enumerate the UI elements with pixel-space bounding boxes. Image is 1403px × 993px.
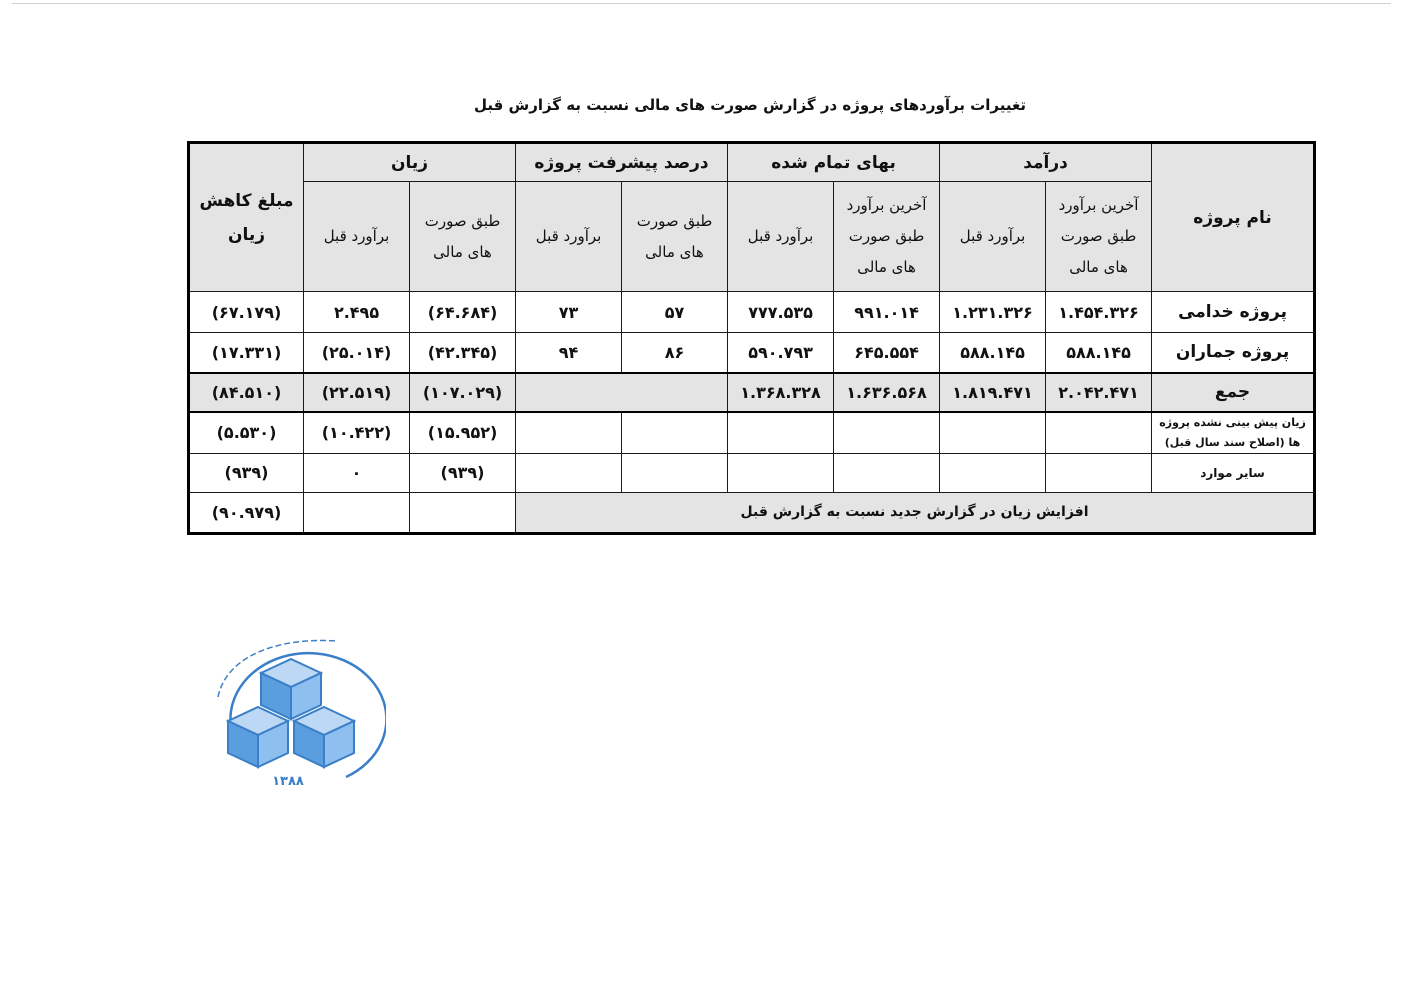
increase-label: افزایش زیان در گزارش جدید نسبت به گزارش قبل bbox=[516, 492, 1315, 533]
empty-cell bbox=[1046, 453, 1152, 492]
empty-cell bbox=[622, 453, 728, 492]
unforeseen-row bbox=[189, 412, 1315, 454]
total-revenue-latest: ۲.۰۴۲.۴۷۱ bbox=[1046, 373, 1152, 412]
unforeseen-loss-prev: (۱۰.۴۲۲) bbox=[304, 412, 410, 454]
header-loss-fs: طبق صورت های مالی bbox=[410, 182, 516, 292]
cell-cost-latest: ۹۹۱.۰۱۴ bbox=[834, 292, 940, 333]
cell-cost-prev: ۵۹۰.۷۹۳ bbox=[728, 333, 834, 373]
other-loss-prev: ۰ bbox=[304, 453, 410, 492]
header-revenue-latest: آخرین برآورد طبق صورت های مالی bbox=[1046, 182, 1152, 292]
empty-cell bbox=[940, 412, 1046, 454]
empty-cell bbox=[834, 453, 940, 492]
header-cost-latest: آخرین برآورد طبق صورت های مالی bbox=[834, 182, 940, 292]
unforeseen-label: زیان پیش بینی نشده پروژه ها (اصلاح سند سال قبل) bbox=[1152, 412, 1315, 454]
header-loss: زیان bbox=[304, 143, 516, 182]
header-loss-prev: برآورد قبل bbox=[304, 182, 410, 292]
cell-progress-fs: ۸۶ bbox=[622, 333, 728, 373]
cell-reduction: (۱۷.۳۳۱) bbox=[189, 333, 304, 373]
header-revenue-prev: برآورد قبل bbox=[940, 182, 1046, 292]
cell-revenue-prev: ۵۸۸.۱۴۵ bbox=[940, 333, 1046, 373]
empty-cell bbox=[834, 412, 940, 454]
cell-cost-latest: ۶۴۵.۵۵۴ bbox=[834, 333, 940, 373]
cube-logo-icon bbox=[228, 659, 354, 767]
empty-cell bbox=[728, 453, 834, 492]
empty-cell bbox=[728, 412, 834, 454]
total-row bbox=[189, 373, 1315, 412]
empty-cell bbox=[940, 453, 1046, 492]
total-progress-empty bbox=[516, 373, 728, 412]
cell-loss-prev: ۲.۴۹۵ bbox=[304, 292, 410, 333]
increase-reduction: (۹۰.۹۷۹) bbox=[189, 492, 304, 533]
empty-cell bbox=[410, 492, 516, 533]
header-cost-prev: برآورد قبل bbox=[728, 182, 834, 292]
company-stamp bbox=[196, 627, 386, 792]
header-project-name: نام پروژه bbox=[1152, 143, 1315, 292]
row-name: پروژه جماران bbox=[1152, 333, 1315, 373]
cell-cost-prev: ۷۷۷.۵۳۵ bbox=[728, 292, 834, 333]
header-cost: بهای تمام شده bbox=[728, 143, 940, 182]
header-progress-prev: برآورد قبل bbox=[516, 182, 622, 292]
stamp-year: ۱۳۸۸ bbox=[272, 774, 304, 789]
header-progress: درصد پیشرفت پروژه bbox=[516, 143, 728, 182]
total-label: جمع bbox=[1152, 373, 1315, 412]
total-cost-latest: ۱.۶۳۶.۵۶۸ bbox=[834, 373, 940, 412]
empty-cell bbox=[622, 412, 728, 454]
unforeseen-reduction: (۵.۵۳۰) bbox=[189, 412, 304, 454]
total-loss-fs: (۱۰۷.۰۲۹) bbox=[410, 373, 516, 412]
row-name: پروژه خدامی bbox=[1152, 292, 1315, 333]
cell-loss-fs: (۶۴.۶۸۴) bbox=[410, 292, 516, 333]
unforeseen-loss-fs: (۱۵.۹۵۲) bbox=[410, 412, 516, 454]
cell-revenue-prev: ۱.۲۳۱.۳۲۶ bbox=[940, 292, 1046, 333]
empty-cell bbox=[1046, 412, 1152, 454]
table-row bbox=[189, 292, 1315, 333]
other-loss-fs: (۹۳۹) bbox=[410, 453, 516, 492]
empty-cell bbox=[304, 492, 410, 533]
estimates-table bbox=[187, 141, 1316, 535]
empty-cell bbox=[516, 412, 622, 454]
total-loss-prev: (۲۲.۵۱۹) bbox=[304, 373, 410, 412]
cell-loss-fs: (۴۲.۳۴۵) bbox=[410, 333, 516, 373]
other-row bbox=[189, 453, 1315, 492]
report-title: تغییرات برآوردهای پروژه در گزارش صورت های مالی نسبت به گزارش قبل bbox=[473, 96, 1027, 114]
increase-row bbox=[189, 492, 1315, 533]
other-reduction: (۹۳۹) bbox=[189, 453, 304, 492]
cell-progress-fs: ۵۷ bbox=[622, 292, 728, 333]
total-cost-prev: ۱.۳۶۸.۳۲۸ bbox=[728, 373, 834, 412]
header-revenue: درآمد bbox=[940, 143, 1152, 182]
empty-cell bbox=[516, 453, 622, 492]
cell-progress-prev: ۷۳ bbox=[516, 292, 622, 333]
cell-revenue-latest: ۱.۴۵۴.۳۲۶ bbox=[1046, 292, 1152, 333]
header-progress-fs: طبق صورت های مالی bbox=[622, 182, 728, 292]
cell-reduction: (۶۷.۱۷۹) bbox=[189, 292, 304, 333]
page-top-border bbox=[12, 3, 1391, 4]
cell-revenue-latest: ۵۸۸.۱۴۵ bbox=[1046, 333, 1152, 373]
total-revenue-prev: ۱.۸۱۹.۴۷۱ bbox=[940, 373, 1046, 412]
cell-loss-prev: (۲۵.۰۱۴) bbox=[304, 333, 410, 373]
cell-progress-prev: ۹۴ bbox=[516, 333, 622, 373]
other-label: سایر موارد bbox=[1152, 453, 1315, 492]
header-loss-reduction: مبلغ کاهش زیان bbox=[189, 143, 304, 292]
table-row bbox=[189, 333, 1315, 373]
total-reduction: (۸۴.۵۱۰) bbox=[189, 373, 304, 412]
